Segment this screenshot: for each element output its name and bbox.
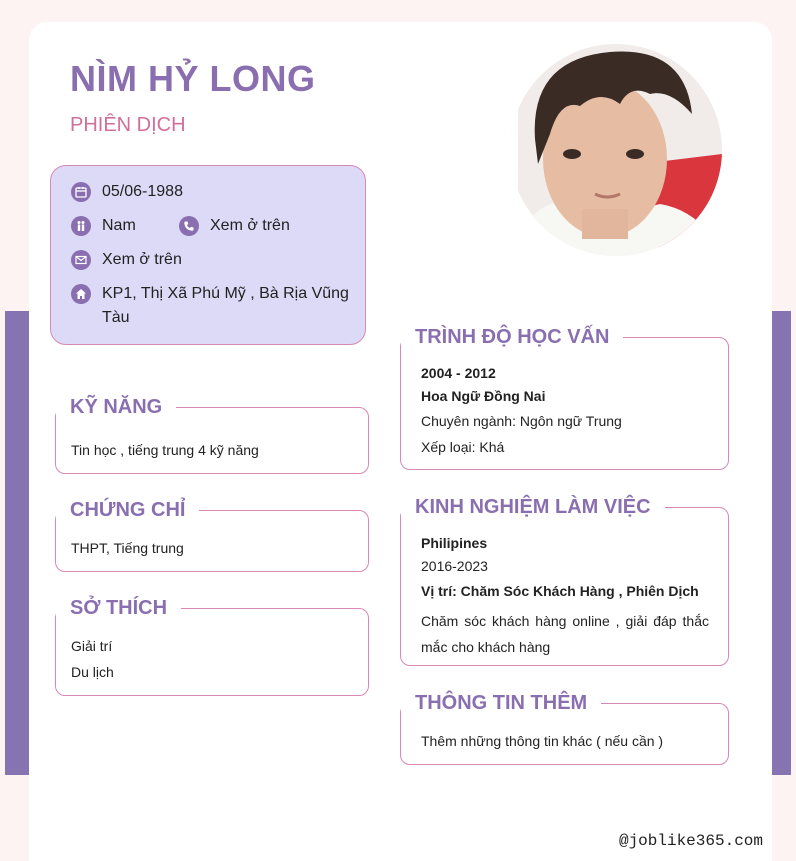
email-row (71, 248, 182, 272)
candidate-name: NÌM HỶ LONG (70, 58, 316, 99)
hobbies-item: Du lịch (71, 664, 114, 680)
hobbies-heading: SỞ THÍCH (56, 596, 181, 620)
skills-text: Tin học , tiếng trung 4 kỹ năng (71, 442, 259, 458)
gender-value: Nam (102, 217, 136, 234)
calendar-icon (71, 182, 91, 202)
address-value: KP1, Thị Xã Phú Mỹ , Bà Rịa Vũng Tàu (102, 285, 349, 326)
watermark: @joblike365.com (618, 832, 763, 850)
dob-row (71, 180, 183, 204)
education-school: Hoa Ngữ Đồng Nai (421, 388, 546, 404)
certificates-heading: CHỨNG CHỈ (56, 498, 199, 522)
address-row (71, 282, 351, 330)
experience-position: Vị trí: Chăm Sóc Khách Hàng , Phiên Dịch (421, 583, 699, 599)
experience-heading: KINH NGHIỆM LÀM VIỆC (401, 495, 665, 519)
gender-row (71, 214, 136, 238)
contact-box (50, 165, 366, 345)
candidate-title: PHIÊN DỊCH (70, 114, 186, 136)
additional-text: Thêm những thông tin khác ( nếu cần ) (421, 733, 664, 749)
additional-heading: THÔNG TIN THÊM (401, 691, 601, 715)
hobbies-item: Giải trí (71, 638, 113, 654)
certificates-text: THPT, Tiếng trung (71, 540, 184, 556)
education-heading: TRÌNH ĐỘ HỌC VẤN (401, 325, 623, 349)
dob-value: 05/06-1988 (102, 183, 183, 200)
education-grade: Xếp loại: Khá (421, 439, 505, 455)
email-icon (71, 250, 91, 270)
email-value: Xem ở trên (102, 251, 182, 268)
home-icon (71, 284, 91, 304)
education-period: 2004 - 2012 (421, 365, 496, 381)
experience-period: 2016-2023 (421, 558, 488, 574)
experience-description: Chăm sóc khách hàng online , giải đáp thắc mắc cho khách hàng (421, 613, 709, 655)
education-major: Chuyên ngành: Ngôn ngữ Trung (421, 413, 622, 429)
experience-company: Philipines (421, 535, 488, 551)
phone-row (179, 214, 290, 238)
gender-icon (71, 216, 91, 236)
skills-heading: KỸ NĂNG (56, 395, 176, 419)
avatar (510, 44, 722, 256)
phone-icon (179, 216, 199, 236)
phone-value: Xem ở trên (210, 217, 290, 234)
